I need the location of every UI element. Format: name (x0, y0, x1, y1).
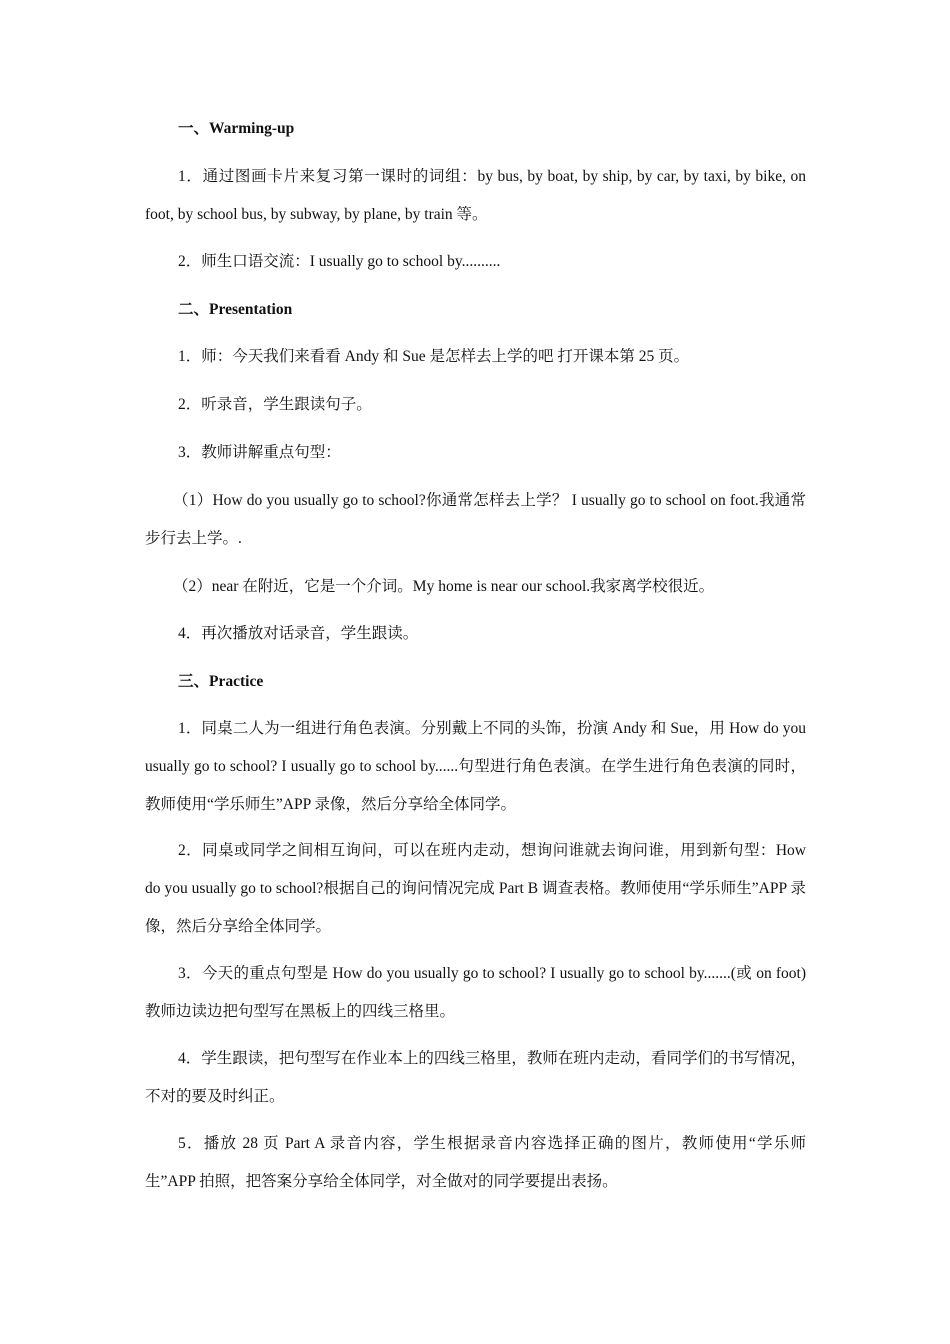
presentation-item-2: 2．听录音，学生跟读句子。 (178, 396, 372, 413)
practice-item-3: 3．今天的重点句型是 How do you usually go to school? I usually go to school by.......(或 on foot)教师边读边把句型写在黑板上的四线三格里。 (145, 965, 806, 1020)
presentation-item-1: 1．师：今天我们来看看 Andy 和 Sue 是怎样去上学的吧 打开课本第 25 页。 (178, 348, 690, 365)
practice-item-5: 5．播放 28 页 Part A 录音内容，学生根据录音内容选择正确的图片，教师使用“学乐师生”APP 拍照，把答案分享给全体同学，对全做对的同学要提出表扬。 (145, 1135, 806, 1190)
presentation-subitem-1: （1）How do you usually go to school?你通常怎样去上学？ I usually go to school on foot.我通常步行去上学。. (145, 492, 806, 547)
section-heading-presentation: 二、Presentation (178, 301, 293, 318)
warming-up-item-1: 1．通过图画卡片来复习第一课时的词组：by bus, by boat, by ship, by car, by taxi, by bike, on foot, by school bus, by subway, by plane, by train 等。 (145, 168, 806, 223)
presentation-subitem-2: （2）near 在附近，它是一个介词。My home is near our school.我家离学校很近。 (173, 578, 715, 595)
practice-item-2: 2．同桌或同学之间相互询问，可以在班内走动，想询问谁就去询问谁，用到新句型：How do you usually go to school?根据自己的询问情况完成 Part B 调查表格。教师使用“学乐师生”APP 录像，然后分享给全体同学。 (145, 842, 806, 935)
presentation-item-4: 4．再次播放对话录音，学生跟读。 (178, 625, 419, 642)
practice-item-4: 4．学生跟读，把句型写在作业本上的四线三格里，教师在班内走动，看同学们的书写情况，不对的要及时纠正。 (145, 1050, 806, 1105)
presentation-item-3: 3．教师讲解重点句型： (178, 444, 341, 461)
section-heading-practice: 三、Practice (178, 673, 264, 690)
section-heading-warming-up: 一、Warming-up (178, 120, 295, 137)
warming-up-item-2: 2．师生口语交流：I usually go to school by.......... (178, 253, 501, 270)
practice-item-1: 1．同桌二人为一组进行角色表演。分别戴上不同的头饰，扮演 Andy 和 Sue，用 How do you usually go to school? I usually go to school by......句型进行角色表演。在学生进行角色表演的同时，教师使用“学乐师生”APP 录像，然后分享给全体同学。 (145, 720, 806, 813)
